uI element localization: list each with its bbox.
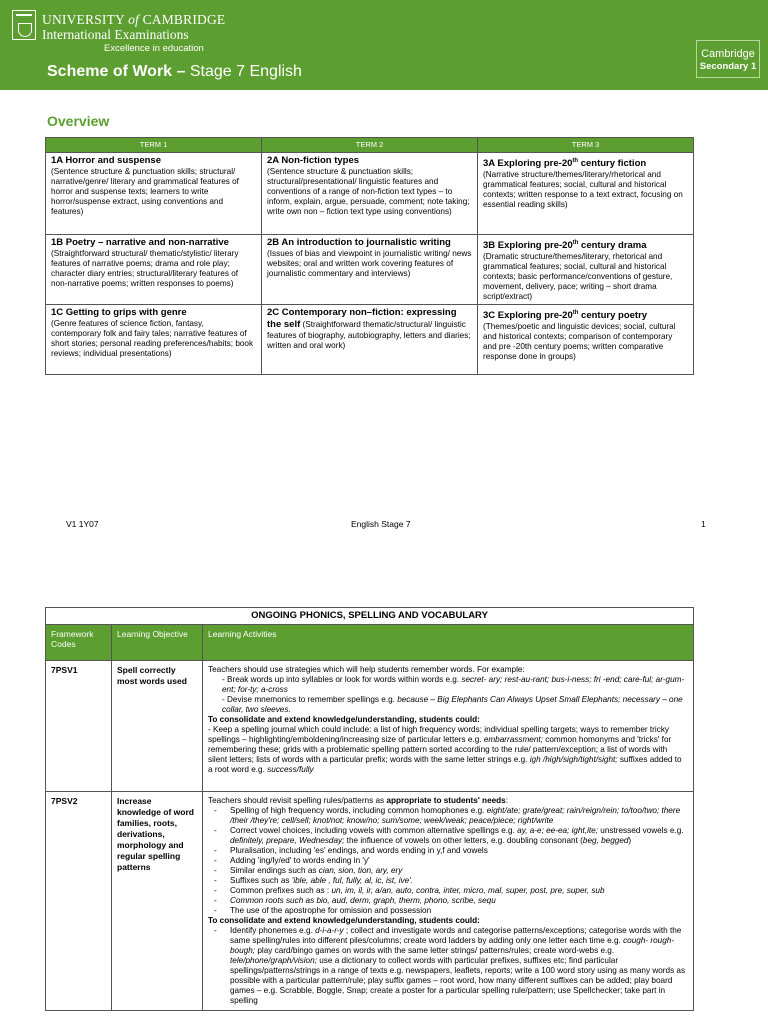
unit-title: 2B An introduction to journalistic writing <box>267 237 451 248</box>
unit-cell <box>262 235 478 305</box>
term-header: TERM 1 <box>46 138 262 153</box>
framework-code: 7PSV1 <box>46 661 112 792</box>
col-framework-codes: Framework Codes <box>46 625 112 661</box>
unit-body: (Straightforward structural/ thematic/stylistic/ literary features of narrative poems; drama and role play; character diary entries; structural/literary features of non-narrative poems; written responses to poems) <box>51 249 239 288</box>
unit-title: 3B Exploring pre-20th century drama <box>483 240 647 252</box>
list-item: - Common prefixes such as : un, im, il, ir, a/an, auto, contra, inter, micro, mal, super, post, pre, super, sub <box>214 886 688 896</box>
list-item: - Break words up into syllables or look for words within words e.g. secret- ary; rest-au-rant; bus-i-ness; fri -end; care-ful; ar-gum-ent; for-ty; a-cross <box>222 675 688 695</box>
unit-title: 1B Poetry – narrative and non-narrative <box>51 237 229 248</box>
overview-row <box>46 305 694 375</box>
list-item: - The use of the apostrophe for omission and possession <box>214 906 688 916</box>
unit-body: (Straightforward thematic/structural/ linguistic features of biography, autobiography, letters and diaries; written and oral work) <box>267 320 471 351</box>
phonics-title-row <box>46 608 694 625</box>
unit-title: 3A Exploring pre-20th century fiction <box>483 158 647 170</box>
list-item: - Common roots such as bio, aud, derm, graph, therm, phono, scribe, sequ <box>214 896 688 906</box>
consolidate-body: - Keep a spelling journal which could include: a list of high frequency words; individual spelling targets; ways to remember tricky spellings – highlighting/emboldening/increasing size of particular letters e.g. embarrassment; common homonyms and 'tricks' for remembering these; grids with a problematic spelling pattern sorted according to the rule/ pattern/exception; a list of words with silent letters; lists of words with a particular prefix; words with the same letter strings e.g. igh /high/sigh/tight/sight; suffixes added to a root word e.g. success/fully <box>208 725 682 774</box>
col-learning-objective: Learning Objective <box>112 625 203 661</box>
list-item: - Pluralisation, including 'es' endings, and words ending in y,f and vowels <box>214 846 688 856</box>
footer-title: English Stage 7 <box>351 519 411 529</box>
unit-title: 2A Non-fiction types <box>267 155 360 166</box>
learning-objective: Spell correctly most words used <box>112 661 203 792</box>
exams-name: International Examinations <box>42 27 189 42</box>
phonics-table <box>45 607 694 1011</box>
scheme-title: Scheme of Work – Stage 7 English <box>47 63 302 80</box>
col-learning-activities: Learning Activities <box>203 625 694 661</box>
term-header: TERM 3 <box>478 138 694 153</box>
unit-cell <box>262 153 478 235</box>
overview-row <box>46 235 694 305</box>
rules-list <box>208 806 688 916</box>
cambridge-secondary-logo: Cambridge Secondary 1 <box>696 40 760 78</box>
table-row <box>46 792 694 1011</box>
tagline: Excellence in education <box>104 43 204 54</box>
strategy-list <box>208 675 688 715</box>
unit-title: 1A Horror and suspense <box>51 155 161 166</box>
unit-cell <box>262 305 478 375</box>
unit-cell <box>46 153 262 235</box>
unit-body: (Themes/poetic and linguistic devices; social, cultural and historical contexts; comparison of contemporary and pre -20th century poems; written comparative response done in groups) <box>483 322 676 362</box>
unit-body: (Issues of bias and viewpoint in journalistic writing/ news websites; oral and written work covering features of journalistic commentary and interviews) <box>267 249 472 278</box>
phonics-title: ONGOING PHONICS, SPELLING AND VOCABULARY <box>46 608 694 625</box>
unit-body: (Dramatic structure/themes/literary, rhetorical and grammatical features; social, cultural and historical contexts; basic performance/conventions of gesture, movement, delivery, pace; writing – short drama script/extract) <box>483 252 673 302</box>
unit-title: 3C Exploring pre-20th century poetry <box>483 310 648 322</box>
list-item: - Adding 'ing/ly/ed' to words ending in 'y' <box>214 856 688 866</box>
learning-objective: Increase knowledge of word families, roots, derivations, morphology and regular spelling patterns <box>112 792 203 1011</box>
unit-body: (Narrative structure/themes/literary/rhetorical and grammatical features; social, cultural and historical contexts; written response to a text extract, focusing on essential reading skills) <box>483 170 683 210</box>
list-item: - Suffixes such as 'ible, able , ful, fully, al, ic, ist, ive'. <box>214 876 688 886</box>
unit-body: (Sentence structure & punctuation skills; structural/presentational/ linguistic features and conventions of a range of non-fiction text types – to inform, explain, argue, persuade, comment; note taking; write own non – fiction text type using conventions) <box>267 167 470 216</box>
table-row <box>46 661 694 792</box>
unit-body: (Genre features of science fiction, fantasy, contemporary folk and fairy tales; narrative features of short stories; personal reading preferences/habits; book reviews; individual presentations) <box>51 319 254 359</box>
learning-activities: Teachers should use strategies which will help students remember words. For example: - Break words up into syllables or look for words within words e.g. secret- ary; rest-au-rant; bus-i-ness; fri -end; care-ful; ar-gum-ent; for-ty; a-cross - Devise mnemonics to remember spellings e.g. because – Big Elephants Can Always Upset Small Elephants; necessary – one collar, two sleeves. To consolidate and extend knowledge/understanding, students could: - Keep a spelling journal which could include: a list of high frequency words; individual spelling targets; ways to remember tricky spellings – highlighting/emboldening/increasing size of particular letters e.g. embarrassment; common homonyms and 'tricks' for remembering these; grids with a problematic spelling pattern sorted according to the rule/ pattern/exception; a list of words with silent letters; lists of words with a particular prefix; words with the same letter strings e.g. igh /high/sigh/tight/sight; suffixes added to a root word e.g. success/fully <box>203 661 694 792</box>
overview-header-row <box>46 138 694 153</box>
list-item: - Correct vowel choices, including vowels with common alternative spellings e.g. ay, a-e; ee-ea; ight,ite; unstressed vowels e.g. definitely, prepare, Wednesday; the influence of vowels on other letters, e.g. doubling consonant (beg, begged) <box>214 826 688 846</box>
list-item: - Devise mnemonics to remember spellings e.g. because – Big Elephants Can Always Upset Small Elephants; necessary – one collar, two sleeves. <box>222 695 688 715</box>
overview-row <box>46 153 694 235</box>
university-name: UNIVERSITY of CAMBRIDGE <box>42 12 226 27</box>
list-item: - Similar endings such as cian, sion, tion, ary, ery <box>214 866 688 876</box>
unit-cell <box>46 305 262 375</box>
unit-title: 2C Contemporary non–fiction: expressing the self <box>267 307 457 331</box>
framework-code: 7PSV2 <box>46 792 112 1011</box>
unit-cell <box>46 235 262 305</box>
phonics-header-row <box>46 625 694 661</box>
term-header: TERM 2 <box>262 138 478 153</box>
overview-heading: Overview <box>47 113 110 129</box>
page-number: 1 <box>701 519 706 529</box>
list-item: - Identify phonemes e.g. d-i-a-r-y ; collect and investigate words and categorise patterns/exceptions; categorise words with the same spelling/rules into different piles/columns; create word ladders by adding only one letter each time e.g. cough- rough- bough; play card/bingo games on words with the same letter strings/ patterns/rules; create word-webs e.g. tele/phone/graph/vision; use a dictionary to collect words with particular prefixes, suffixes etc; find particular spellings/patterns/strings in a range of texts e.g. newspapers, leaflets, reports; write a 100 word story using as many words as possible with a particular pattern/rule; play suffix games – root word, how many different suffixes can be added; play board games – e.g. Scrabble, Boggle, Snap; create a poster for a particular spelling rule/pattern; use Spellchecker; take part in spelling <box>214 926 688 1006</box>
unit-body: (Sentence structure & punctuation skills; structural/ narrative/genre/ literary and grammatical features of horror and suspense texts; learners to write horror/suspense extract, using conventions and features) <box>51 167 239 216</box>
unit-cell <box>478 235 694 305</box>
unit-cell <box>478 153 694 235</box>
unit-title: 1C Getting to grips with genre <box>51 307 187 319</box>
unit-cell <box>478 305 694 375</box>
header-banner <box>0 0 768 90</box>
learning-activities: Teachers should revisit spelling rules/patterns as appropriate to students' needs: - Spelling of high frequency words, including common homophones e.g. eight/ate; grate/great; rain/reign/rein; to/too/two; there /their /they're; cell/sell; knot/not; know/no; sum/some; week/weak; peace/piece; right/write - Correct vowel choices, including vowels with common alternative spellings e.g. ay, a-e; ee-ea; ight,ite; unstressed vowels e.g. definitely, prepare, Wednesday; the influence of vowels on other letters, e.g. doubling consonant (beg, begged) - Pluralisation, including 'es' endings, and words ending in y,f and vowels - Adding 'ing/ly/ed' to words ending in 'y' - Similar endings such as cian, sion, tion, ary, ery - Suffixes such as 'ible, able , ful, fully, al, ic, ist, ive'. - Common prefixes such as : un, im, il, ir, a/an, auto, contra, inter, micro, mal, super, post, pre, super, sub - Common roots such as bio, aud, derm, graph, therm, phono, scribe, sequ - The use of the apostrophe for omission and possession To consolidate and extend knowledge/understanding, students could: - Identify phonemes e.g. d-i-a-r-y ; collect and investigate words and categorise patterns/exceptions; categorise words with the same spelling/rules into different piles/columns; create word ladders by adding only one letter each time e.g. cough- rough- bough; play card/bingo games on words with the same letter strings/ patterns/rules; create word-webs e.g. tele/phone/graph/vision; use a dictionary to collect words with particular prefixes, suffixes etc; find particular spellings/patterns/strings in a range of texts e.g. newspapers, leaflets, reports; write a 100 word story using as many words as possible with a particular pattern/rule; play suffix games – root word, how many different suffixes can be added; play board games – e.g. Scrabble, Boggle, Snap; create a poster for a particular spelling rule/pattern; use Spellchecker; take part in spelling <box>203 792 694 1011</box>
university-crest-icon <box>12 10 36 40</box>
activity-list <box>208 926 688 1006</box>
overview-table <box>45 137 694 375</box>
consolidate-heading: To consolidate and extend knowledge/understanding, students could: <box>208 715 480 724</box>
list-item: - Spelling of high frequency words, including common homophones e.g. eight/ate; grate/great; rain/reign/rein; to/too/two; there /their /they're; cell/sell; knot/not; know/no; sum/some; week/weak; peace/piece; right/write <box>214 806 688 826</box>
consolidate-heading: To consolidate and extend knowledge/understanding, students could: <box>208 916 480 925</box>
footer-version: V1 1Y07 <box>66 519 99 529</box>
